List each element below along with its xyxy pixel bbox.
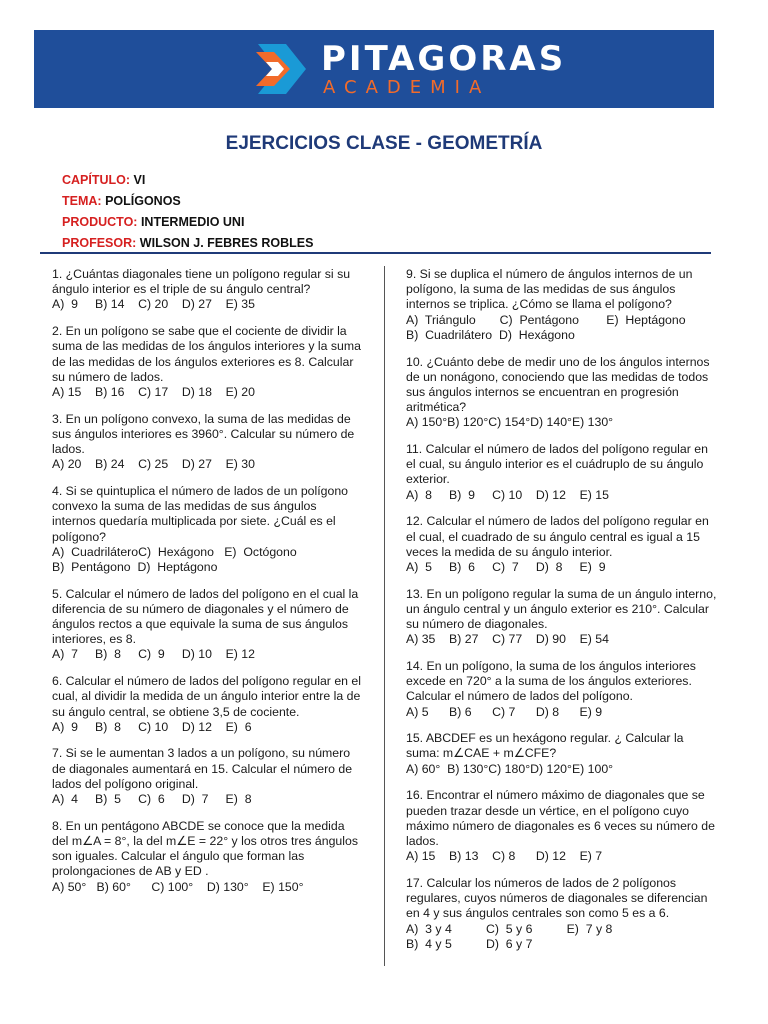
meta-row-topic: TEMA: POLÍGONOS [62, 194, 181, 208]
brand-name: PITAGORAS [321, 39, 567, 79]
question-16: 16. Encontrar el número máximo de diagonales que se pueden trazar desde un vértice, en el polígono cuyo máximo número de diagonales es 6 veces su número de lados. A) 15 B) 13 C) 8 D) 12 E) 7 [406, 788, 715, 864]
question-4: 4. Si se quintuplica el número de lados de un polígono convexo la suma de las medidas de sus ángulos internos quedaría multiplicada por siete. ¿Cuál es el polígono? A) CuadriláteroC) Hexágono E) Octógono B) Pentágono D) Heptágono [52, 483, 349, 574]
question-15: 15. ABCDEF es un hexágono regular. ¿ Calcular la suma: m∠CAE + m∠CFE? A) 60° B) 130°C) 180°D) 120°E) 100° [406, 731, 684, 776]
meta-row-product: PRODUCTO: INTERMEDIO UNI [62, 215, 245, 229]
question-5: 5. Calcular el número de lados del polígono en el cual la diferencia de su número de diagonales y el número de ángulos rectos a que equivale la suma de sus ángulos interiores, es 8. A) 7 B) 8 C) 9 D) 10 E) 12 [52, 586, 359, 662]
brand-subtitle: ACADEMIA [323, 77, 491, 98]
header-divider [40, 252, 711, 254]
question-2: 2. En un polígono se sabe que el cociente de dividir la suma de las medidas de los ángulos interiores y la suma de las medidas de los ángulos exteriores es 8. Calcular su número de lados. A) 15 B) 16 C) 17 D) 18 E) 20 [52, 324, 361, 399]
question-6: 6. Calcular el número de lados del polígono regular en el cual, al dividir la medida de un ángulo interior entre la de su ángulo central, se obtiene 3,5 de cociente. A) 9 B) 8 C) 10 D) 12 E) 6 [52, 674, 361, 734]
question-13: 13. En un polígono regular la suma de un ángulo interno, un ángulo central y un ángulo exterior es 210°. Calcular su número de diagonales. A) 35 B) 27 C) 77 D) 90 E) 54 [406, 586, 717, 647]
question-3: 3. En un polígono convexo, la suma de las medidas de sus ángulos interiores es 3960°. Calcular su número de lados. A) 20 B) 24 C) 25 D) 27 E) 30 [52, 411, 355, 472]
question-11: 11. Calcular el número de lados del polígono regular en el cual, su ángulo interior es el cuádruplo de su ángulo exterior. A) 8 B) 9 C) 10 D) 12 E) 15 [406, 442, 708, 502]
question-14: 14. En un polígono, la suma de los ángulos interiores excede en 720° a la suma de los ángulos exteriores. Calcular el número de lados del polígono. A) 5 B) 6 C) 7 D) 8 E) 9 [406, 658, 696, 719]
question-10: 10. ¿Cuánto debe de medir uno de los ángulos internos de un nonágono, conociendo que las medidas de todos sus ángulos internos se encuentran en progresión aritmética? A) 150°B) 120°C) 154°D) 140°E) 130° [406, 354, 710, 430]
question-7: 7. Si se le aumentan 3 lados a un polígono, su número de diagonales aumentará en 15. Calcular el número de lados del polígono original. A) 4 B) 5 C) 6 D) 7 E) 8 [52, 746, 353, 807]
left-question-column [52, 267, 362, 906]
question-9: 9. Si se duplica el número de ángulos internos de un polígono, la suma de las medidas de sus ángulos internos se triplica. ¿Cómo se llama el polígono? A) Triángulo C) Pentágono E) Heptágono B) Cuadrilátero D) Hexágono [406, 267, 693, 342]
right-question-column [406, 267, 718, 963]
pitagoras-logo-icon [256, 42, 308, 96]
document-title: EJERCICIOS CLASE - GEOMETRÍA [225, 133, 543, 154]
document-meta [62, 170, 313, 254]
question-12: 12. Calcular el número de lados del polígono regular en el cual, el cuadrado de su ángulo central es igual a 15 veces la medida de su ángulo interior. A) 5 B) 6 C) 7 D) 8 E) 9 [406, 514, 709, 574]
meta-row-teacher: PROFESOR: WILSON J. FEBRES ROBLES [62, 236, 314, 250]
question-8: 8. En un pentágono ABCDE se conoce que la medida del m∠A = 8°, la del m∠E = 22° y los otros tres ángulos son iguales. Calcular el ángulo que forman las prolongaciones de AB y ED . A) 50° B) 60° C) 100° D) 130° E) 150° [52, 818, 358, 894]
column-divider [384, 266, 385, 966]
header-banner [34, 30, 714, 108]
meta-row-chapter: CAPÍTULO: VI [62, 173, 146, 187]
question-17: 17. Calcular los números de lados de 2 polígonos regulares, cuyos números de diagonales se diferencian en 4 y sus ángulos centrales son como 5 es a 6. A) 3 y 4 C) 5 y 6 E) 7 y 8 B) 4 y 5 D) 6 y 7 [406, 875, 708, 951]
question-1: 1. ¿Cuántas diagonales tiene un polígono regular si su ángulo interior es el triple de su ángulo central? A) 9 B) 14 C) 20 D) 27 E) 35 [52, 267, 351, 312]
